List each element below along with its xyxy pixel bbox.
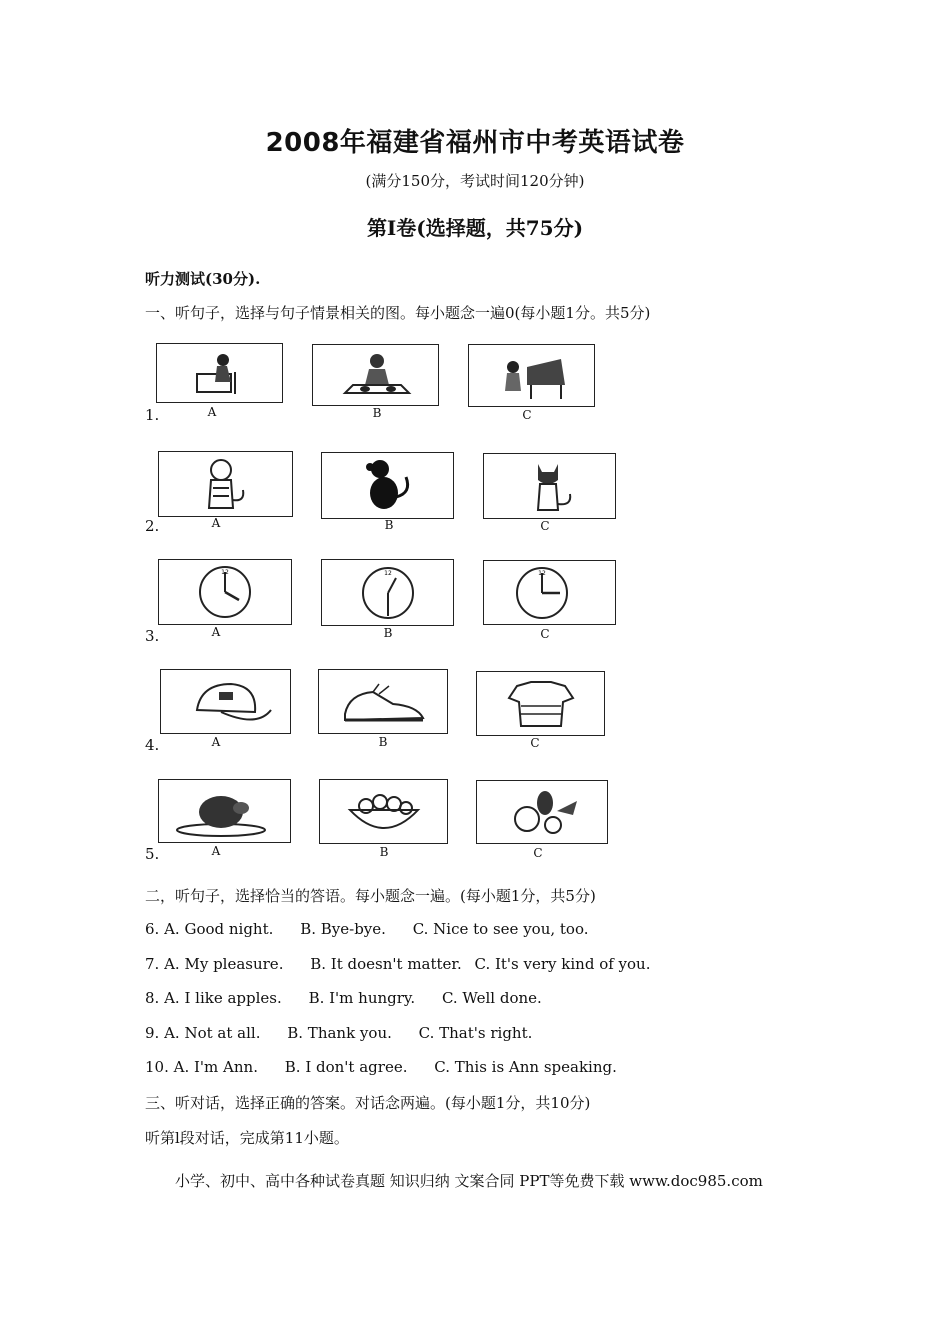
option-c[interactable]: C. This is Ann speaking. (434, 1058, 617, 1076)
picture-option-3b[interactable] (321, 559, 454, 626)
picture-option-4b[interactable] (318, 669, 448, 734)
question-number: 1. (145, 406, 160, 424)
option-b[interactable]: B. It doesn't matter. (310, 955, 462, 973)
part2-instructions: 二，听句子，选择恰当的答语。每小题念一遍。(每小题1分，共5分) (145, 887, 596, 905)
picture-option-2c[interactable] (483, 453, 616, 519)
shirt-icon (477, 672, 604, 735)
picture-option-4c[interactable] (476, 671, 605, 736)
picture-option-5a[interactable] (158, 779, 291, 843)
option-b[interactable]: B. I'm hungry. (308, 989, 416, 1007)
question-number: 9. (145, 1024, 160, 1042)
option-a[interactable]: A. My pleasure. (164, 955, 284, 973)
option-label: B (379, 845, 389, 859)
svg-text:12: 12 (538, 570, 546, 577)
monkey-icon (322, 453, 453, 518)
picture-option-5c[interactable] (476, 780, 608, 844)
section-heading: 第Ⅰ卷(选择题，共75分) (366, 216, 584, 240)
question-7 (145, 955, 651, 973)
option-c[interactable]: C. It's very kind of you. (474, 955, 651, 973)
option-b[interactable]: B. Bye-bye. (300, 920, 386, 938)
picture-option-3a[interactable] (158, 559, 292, 625)
boy-at-desk-icon (157, 344, 282, 402)
option-a[interactable]: A. I'm Ann. (173, 1058, 258, 1076)
option-b[interactable]: B. Thank you. (287, 1024, 392, 1042)
question-number: 4. (145, 736, 160, 754)
option-label: B (378, 735, 388, 749)
boy-eating-icon (313, 345, 438, 405)
picture-option-2b[interactable] (321, 452, 454, 519)
question-number: 8. (145, 989, 160, 1007)
option-label: C (530, 736, 540, 750)
picture-option-3c[interactable] (483, 560, 616, 625)
svg-text:12: 12 (384, 570, 392, 577)
dialog1-instructions: 听第l段对话，完成第11小题。 (145, 1129, 349, 1147)
sneaker-icon (319, 670, 447, 733)
question-6 (145, 920, 589, 938)
option-a[interactable]: A. Good night. (164, 920, 274, 938)
option-c[interactable]: C. That's right. (418, 1024, 533, 1042)
picture-option-4a[interactable] (160, 669, 291, 734)
option-label: B (372, 406, 382, 420)
question-9 (145, 1024, 532, 1042)
picture-option-2a[interactable] (158, 451, 293, 517)
option-a[interactable]: A. Not at all. (164, 1024, 261, 1042)
exam-info: (满分150分，考试时间120分钟) (365, 172, 585, 190)
option-label: A (207, 405, 217, 419)
option-label: B (383, 626, 393, 640)
chicken-dish-icon (159, 780, 290, 842)
option-label: C (540, 519, 550, 533)
part1-instructions: 一、听句子，选择与句子情景相关的图。每小题念一遍0(每小题1分。共5分) (145, 304, 651, 322)
option-b[interactable]: B. I don't agree. (284, 1058, 408, 1076)
picture-option-1c[interactable] (468, 344, 595, 407)
picture-option-1a[interactable] (156, 343, 283, 403)
option-c[interactable]: C. Well done. (441, 989, 542, 1007)
cap-icon (161, 670, 290, 733)
footer-ad[interactable]: 小学、初中、高中各种试卷真题 知识归纳 文案合同 PPT等免费下载 www.doc985.com (175, 1172, 763, 1190)
option-label: A (211, 625, 221, 639)
option-a[interactable]: A. I like apples. (164, 989, 282, 1007)
question-number: 6. (145, 920, 160, 938)
svg-text:12: 12 (221, 569, 229, 576)
listening-header: 听力测试(30分). (145, 270, 261, 288)
question-number: 7. (145, 955, 160, 973)
tiger-icon (159, 452, 292, 516)
picture-option-5b[interactable] (319, 779, 448, 844)
part3-instructions: 三、听对话，选择正确的答案。对话念两遍。(每小题1分，共10分) (145, 1094, 591, 1112)
question-8 (145, 989, 542, 1007)
boy-at-piano-icon (469, 345, 594, 406)
option-label: A (211, 516, 221, 530)
page-title: 2008年福建省福州市中考英语试卷 (265, 128, 685, 158)
option-label: B (384, 518, 394, 532)
question-10 (145, 1058, 617, 1076)
option-label: A (211, 844, 221, 858)
fruit-bowl-icon (320, 780, 447, 843)
question-number: 10. (145, 1058, 169, 1076)
question-number: 2. (145, 517, 160, 535)
picture-option-1b[interactable] (312, 344, 439, 406)
option-label: C (522, 408, 532, 422)
question-number: 5. (145, 845, 160, 863)
option-label: C (540, 627, 550, 641)
clock-four-icon (159, 560, 291, 624)
clock-six-thirty-icon (322, 560, 453, 625)
cat-icon (484, 454, 615, 518)
option-c[interactable]: C. Nice to see you, too. (412, 920, 589, 938)
option-label: A (211, 735, 221, 749)
vegetables-icon (477, 781, 607, 843)
question-number: 3. (145, 627, 160, 645)
option-label: C (533, 846, 543, 860)
clock-nine-icon (484, 561, 615, 624)
